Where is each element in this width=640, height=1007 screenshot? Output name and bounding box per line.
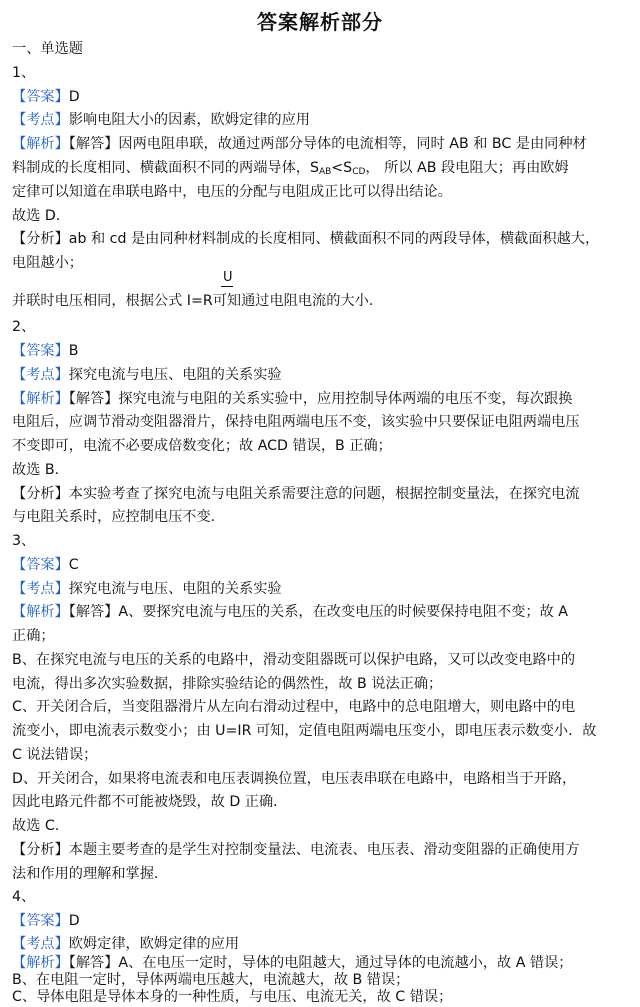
q3-fenxi-line-1 bbox=[12, 841, 628, 859]
page-title: 答案解析部分 bbox=[257, 10, 383, 34]
kaodian-tag: 【考点】 bbox=[12, 581, 69, 597]
less-than-s: <S bbox=[331, 160, 353, 176]
q1-jiexi-line-2 bbox=[12, 159, 628, 181]
q2-jiexi-line-2: 电阻后，应调节滑动变阻器滑片，保持电阻两端电压不变，该实验中只要保证电阻两端电压 bbox=[12, 414, 580, 430]
fraction-denominator: R bbox=[202, 293, 213, 309]
q1-conclusion: 故选 D. bbox=[12, 208, 61, 224]
kaodian-tag: 【考点】 bbox=[12, 112, 69, 128]
q3-answer bbox=[12, 556, 628, 574]
q3-number: 3、 bbox=[12, 533, 36, 549]
q3-jiexi-line-2: 正确； bbox=[12, 628, 55, 644]
jieda-tag: 【解答】 bbox=[68, 136, 119, 152]
q1-jiexi-line-1 bbox=[12, 135, 628, 153]
kaodian-text: 欧姆定律，欧姆定律的应用 bbox=[68, 936, 240, 952]
section-heading: 一、单选题 bbox=[12, 41, 83, 57]
jieda-tag: 【解答】 bbox=[68, 955, 119, 971]
fenxi-text: 本题主要考查的是学生对控制变量法、电流表、电压表、滑动变阻器的正确使用方 bbox=[68, 842, 580, 858]
q3-kaodian bbox=[12, 580, 628, 598]
q3-jiexi-line-1 bbox=[12, 603, 628, 621]
kaodian-tag: 【考点】 bbox=[12, 367, 69, 383]
q3-jiexi-line-6: 流变小，即电流表示数变小；由 U=IR 可知，定值电阻两端电压变小，即电压表示数变小．故 bbox=[12, 723, 597, 739]
jieda-tag: 【解答】 bbox=[68, 391, 119, 407]
q1-kaodian bbox=[12, 111, 628, 129]
jiexi-text: 因两电阻串联，故通过两部分导体的电流相等，同时 AB 和 BC 是由同种材 bbox=[118, 136, 587, 152]
q4-kaodian bbox=[12, 935, 628, 953]
q2-jiexi-line-1 bbox=[12, 390, 628, 408]
q4-jiexi-line-2: B、在电阻一定时，导体两端电压越大，电流越大，故 B 错误； bbox=[12, 972, 410, 988]
q1-fenxi-line-2: 电阻越小； bbox=[12, 255, 83, 271]
q3-jiexi-line-5: C、开关闭合后，当变阻器滑片从左向右滑动过程中，电路中的总电阻增大，则电路中的电 bbox=[12, 699, 576, 715]
jieda-tag: 【解答】 bbox=[68, 604, 119, 620]
jiexi-text: ， 所以 AB 段电阻大；再由欧姆 bbox=[365, 160, 569, 176]
fenxi-tag: 【分析】 bbox=[12, 842, 69, 858]
q2-fenxi-line-1 bbox=[12, 485, 628, 503]
q2-conclusion: 故选 B. bbox=[12, 462, 60, 478]
fenxi-tag: 【分析】 bbox=[12, 486, 69, 502]
jiexi-text: 料制成的长度相同、横截面积不同的两端导体，S bbox=[12, 160, 319, 176]
q4-answer bbox=[12, 912, 628, 930]
kaodian-tag: 【考点】 bbox=[12, 936, 69, 952]
fraction-numerator: U bbox=[223, 270, 233, 285]
q2-fenxi-line-2: 与电阻关系时，应控制电压不变. bbox=[12, 509, 216, 525]
fenxi-text: ab 和 cd 是由同种材料制成的长度相同、横截面积不同的两段导体，横截面积越大， bbox=[68, 231, 600, 247]
q4-jiexi-line-3: C、导体电阻是导体本身的一种性质，与电压、电流无关，故 C 错误； bbox=[12, 989, 453, 1005]
q3-conclusion: 故选 C. bbox=[12, 818, 60, 834]
q1-number: 1、 bbox=[12, 65, 36, 81]
answer-tag: 【答案】 bbox=[12, 557, 69, 573]
q3-jiexi-line-3: B、在探究电流与电压的关系的电路中，滑动变阻器既可以保护电路，又可以改变电路中的 bbox=[12, 652, 576, 668]
answer-tag: 【答案】 bbox=[12, 89, 69, 105]
fenxi-text: 本实验考查了探究电流与电阻关系需要注意的问题，根据控制变量法，在探究电流 bbox=[68, 486, 580, 502]
q4-jiexi-line-1 bbox=[12, 954, 628, 972]
q3-fenxi-line-2: 法和作用的理解和掌握. bbox=[12, 866, 159, 882]
jiexi-tag: 【解析】 bbox=[12, 391, 69, 407]
jiexi-text: A、要探究电流与电压的关系，在改变电压的时候要保持电阻不变；故 A bbox=[118, 604, 568, 620]
q2-kaodian bbox=[12, 366, 628, 384]
fraction-bar bbox=[221, 286, 233, 287]
answer-value: C bbox=[68, 557, 79, 573]
q3-jiexi-line-7: C 说法错误； bbox=[12, 747, 98, 763]
q1-fenxi-line-1 bbox=[12, 230, 628, 248]
q4-number: 4、 bbox=[12, 889, 36, 905]
q3-jiexi-line-8: D、开关闭合，如果将电流表和电压表调换位置，电压表串联在电路中，电路相当于开路， bbox=[12, 771, 577, 787]
answer-value: D bbox=[68, 913, 80, 929]
answer-tag: 【答案】 bbox=[12, 913, 69, 929]
q2-answer bbox=[12, 342, 628, 360]
subscript-ab: AB bbox=[318, 167, 332, 177]
fenxi-tag: 【分析】 bbox=[12, 231, 69, 247]
answer-tag: 【答案】 bbox=[12, 343, 69, 359]
jiexi-tag: 【解析】 bbox=[12, 136, 69, 152]
kaodian-text: 影响电阻大小的因素，欧姆定律的应用 bbox=[68, 112, 310, 128]
jiexi-tag: 【解析】 bbox=[12, 604, 69, 620]
jiexi-text: 探究电流与电阻的关系实验中，应用控制导体两端的电压不变，每次跟换 bbox=[118, 391, 573, 407]
q3-jiexi-line-4: 电流，得出多次实验数据，排除实验结论的偶然性，故 B 说法正确； bbox=[12, 676, 443, 692]
kaodian-text: 探究电流与电压、电阻的关系实验 bbox=[68, 581, 282, 597]
q1-jiexi-line-3: 定律可以知道在串联电路中，电压的分配与电阻成正比可以得出结论。 bbox=[12, 184, 452, 200]
jiexi-text: A、在电压一定时，导体的电阻越大，通过导体的电流越小，故 A 错误； bbox=[118, 955, 573, 971]
q1-formula-line bbox=[12, 292, 628, 310]
formula-text-end: 可知通过电阻电流的大小. bbox=[212, 293, 374, 309]
q3-jiexi-line-9: 因此电路元件都不可能被烧毁，故 D 正确． bbox=[12, 794, 288, 810]
kaodian-text: 探究电流与电压、电阻的关系实验 bbox=[68, 367, 282, 383]
q2-jiexi-line-3: 不变即可，电流不必要成倍数变化；故 ACD 错误，B 正确； bbox=[12, 438, 392, 454]
jiexi-tag: 【解析】 bbox=[12, 955, 69, 971]
answer-value: B bbox=[68, 343, 79, 359]
subscript-cd: CD bbox=[352, 167, 366, 177]
formula-text: 并联时电压相同，根据公式 I= bbox=[12, 293, 203, 309]
answer-value: D bbox=[68, 89, 80, 105]
q1-answer bbox=[12, 88, 628, 106]
q2-number: 2、 bbox=[12, 319, 36, 335]
